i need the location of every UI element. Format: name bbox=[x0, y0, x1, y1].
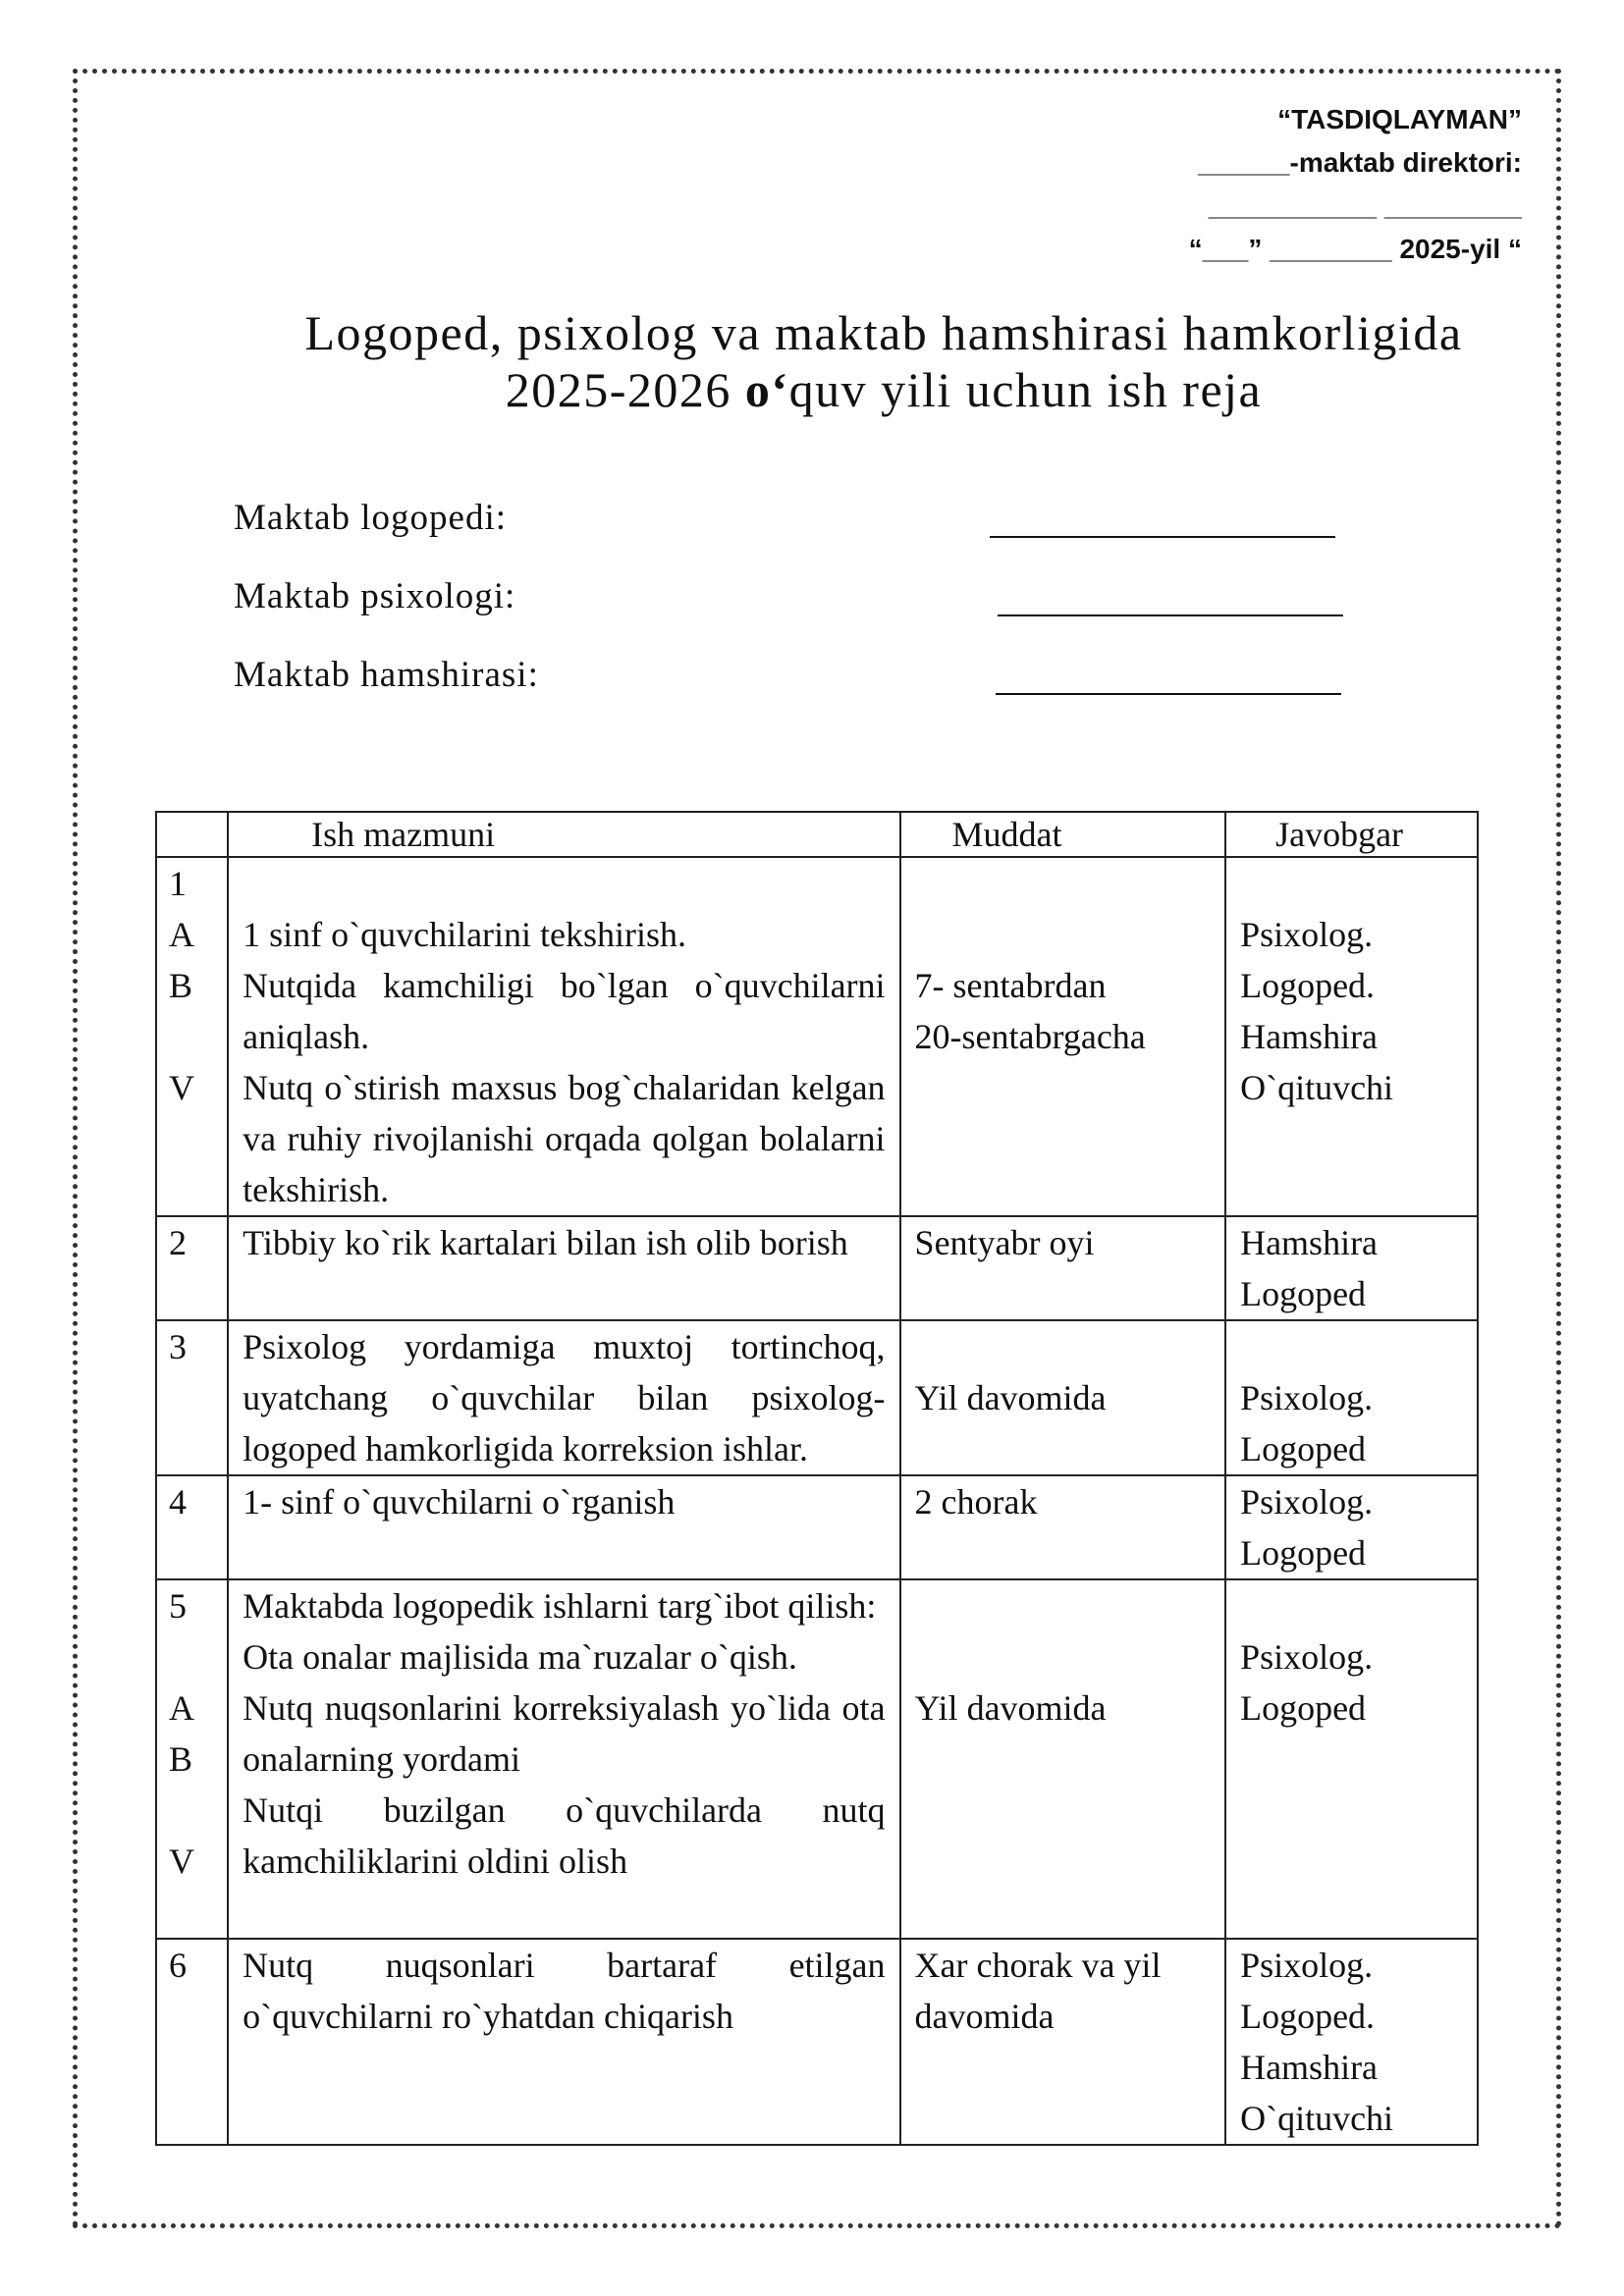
table-row bbox=[156, 1320, 1478, 1475]
row-content-line: Nutqida kamchiligi bo`lgan o`quvchilarni aniqlash. bbox=[243, 966, 886, 1056]
row-responsible-line: Psixolog. bbox=[1240, 1637, 1374, 1677]
row-content bbox=[228, 1320, 899, 1475]
row-number bbox=[156, 1939, 228, 2145]
row-term-line: Yil davomida bbox=[914, 1688, 1107, 1728]
signature-line bbox=[990, 497, 1335, 538]
row-responsible bbox=[1225, 857, 1478, 1216]
row-responsible-line: Hamshira bbox=[1240, 1017, 1379, 1056]
row-number-line: B bbox=[169, 966, 193, 1005]
staff-row-psixolog bbox=[234, 575, 1363, 654]
row-responsible-line: Hamshira bbox=[1240, 1223, 1379, 1262]
approval-date: “___” ________ 2025-yil “ bbox=[1188, 234, 1522, 264]
row-number-line: 3 bbox=[169, 1327, 187, 1366]
row-content-line bbox=[243, 858, 885, 909]
title-rest: quv yili uchun ish reja bbox=[788, 362, 1263, 417]
row-content-line: Nutq nuqsonlarini korreksiyalash yo`lida ota onalarning yordami bbox=[243, 1688, 886, 1779]
row-responsible-line bbox=[1240, 1321, 1463, 1372]
staff-label: Maktab logopedi: bbox=[234, 498, 508, 538]
row-term-line bbox=[915, 1631, 1212, 1682]
row-number bbox=[156, 1475, 228, 1579]
row-responsible-line: Logoped bbox=[1240, 1533, 1367, 1573]
row-term bbox=[900, 857, 1226, 1216]
document-title bbox=[147, 304, 1620, 418]
approval-director: ______-maktab direktori: bbox=[1198, 147, 1522, 178]
row-number bbox=[156, 1579, 228, 1939]
staff-row-hamshira bbox=[234, 654, 1363, 732]
row-number-line: A bbox=[169, 1688, 194, 1728]
row-term bbox=[900, 1939, 1226, 2145]
row-content-line: Ota onalar majlisida ma`ruzalar o`qish. bbox=[243, 1637, 797, 1677]
table-row bbox=[156, 1216, 1478, 1320]
row-term-line bbox=[915, 858, 1212, 909]
header-content bbox=[228, 812, 899, 857]
row-term bbox=[900, 1216, 1226, 1320]
approval-block bbox=[1110, 98, 1522, 271]
row-content bbox=[228, 857, 899, 1216]
signature-line bbox=[996, 654, 1341, 695]
row-responsible bbox=[1225, 1579, 1478, 1939]
row-term-line: 20-sentabrgacha bbox=[914, 1017, 1146, 1056]
row-term-line: Yil davomida bbox=[914, 1378, 1107, 1417]
table-row bbox=[156, 857, 1478, 1216]
header-number bbox=[156, 812, 228, 857]
row-number-line: 4 bbox=[169, 1482, 187, 1522]
row-term bbox=[900, 1579, 1226, 1939]
row-content bbox=[228, 1216, 899, 1320]
row-responsible-line: Logoped. bbox=[1240, 966, 1376, 1005]
row-number-line: 2 bbox=[169, 1223, 187, 1262]
row-number-line: A bbox=[169, 915, 194, 954]
row-term bbox=[900, 1320, 1226, 1475]
title-line-1: Logoped, psixolog va maktab hamshirasi hamkorligida bbox=[304, 305, 1463, 360]
row-responsible-line bbox=[1240, 858, 1463, 909]
header-term-label: Muddat bbox=[951, 815, 1062, 854]
row-term-line: 2 chorak bbox=[914, 1482, 1038, 1522]
row-responsible-line: Psixolog. bbox=[1240, 915, 1374, 954]
row-responsible-line: Logoped bbox=[1240, 1274, 1367, 1313]
row-responsible-line: Logoped. bbox=[1240, 1997, 1376, 2036]
header-responsible-label: Javobgar bbox=[1275, 815, 1404, 854]
row-content-line: Nutq nuqsonlari bartaraf etilgan o`quvchilarni ro`yhatdan chiqarish bbox=[243, 1946, 886, 2036]
title-line-2 bbox=[147, 361, 1620, 418]
row-term-line: Xar chorak va yil davomida bbox=[914, 1946, 1162, 2036]
table-row bbox=[156, 1579, 1478, 1939]
row-number-line bbox=[169, 1011, 215, 1062]
row-number-line: 1 bbox=[169, 864, 187, 903]
row-responsible-line: Psixolog. bbox=[1240, 1482, 1374, 1522]
row-number-line: V bbox=[169, 1068, 194, 1107]
row-number-line: 5 bbox=[169, 1586, 187, 1626]
row-content-line: Maktabda logopedik ishlarni targ`ibot qilish: bbox=[243, 1586, 877, 1626]
signature-line bbox=[998, 575, 1343, 616]
row-number-line bbox=[169, 1631, 215, 1682]
table-row bbox=[156, 1939, 1478, 2145]
row-number-line: 6 bbox=[169, 1946, 187, 1985]
row-content-line: 1 sinf o`quvchilarini tekshirish. bbox=[243, 915, 687, 954]
row-content-line: Nutq o`stirish maxsus bog`chalaridan kelgan va ruhiy rivojlanishi orqada qolgan bolalarni tekshirish. bbox=[243, 1068, 886, 1209]
row-number bbox=[156, 857, 228, 1216]
row-responsible-line: Hamshira bbox=[1240, 2048, 1379, 2087]
row-number-line: B bbox=[169, 1739, 193, 1779]
row-responsible-line: Psixolog. bbox=[1240, 1946, 1374, 1985]
row-term bbox=[900, 1475, 1226, 1579]
row-term-line bbox=[915, 1321, 1212, 1372]
row-content-line: Nutqi buzilgan o`quvchilarda nutq kamchiliklarini oldini olish bbox=[243, 1790, 886, 1881]
row-term-line: 7- sentabrdan bbox=[914, 966, 1107, 1005]
title-bold-letter: o‘ bbox=[744, 362, 789, 417]
row-number-line: V bbox=[169, 1842, 194, 1881]
table-header-row bbox=[156, 812, 1478, 857]
row-responsible bbox=[1225, 1320, 1478, 1475]
staff-list bbox=[234, 497, 1363, 732]
row-responsible-line: O`qituvchi bbox=[1240, 2099, 1394, 2138]
staff-row-logoped bbox=[234, 497, 1363, 575]
table-body bbox=[156, 857, 1478, 2145]
row-term-line bbox=[915, 909, 1212, 960]
row-number bbox=[156, 1320, 228, 1475]
row-term-line: Sentyabr oyi bbox=[914, 1223, 1095, 1262]
row-responsible-line bbox=[1240, 1580, 1463, 1631]
title-year: 2025-2026 bbox=[505, 362, 745, 417]
row-responsible-line: Psixolog. bbox=[1240, 1378, 1374, 1417]
row-content-line: Psixolog yordamiga muxtoj tortinchoq, uyatchang o`quvchilar bilan psixolog-logoped hamkorligida korreksion ishlar. bbox=[243, 1327, 886, 1468]
row-responsible bbox=[1225, 1939, 1478, 2145]
row-content bbox=[228, 1579, 899, 1939]
approval-signature-line: ___________ _________ bbox=[1208, 190, 1522, 221]
row-content-line: Tibbiy ko`rik kartalari bilan ish olib borish bbox=[243, 1223, 848, 1262]
work-plan-table bbox=[155, 811, 1479, 2146]
staff-label: Maktab psixologi: bbox=[234, 576, 516, 616]
row-number bbox=[156, 1216, 228, 1320]
header-responsible bbox=[1225, 812, 1478, 857]
header-content-label: Ish mazmuni bbox=[311, 815, 496, 854]
row-term-line bbox=[915, 1580, 1212, 1631]
row-responsible bbox=[1225, 1216, 1478, 1320]
header-term bbox=[900, 812, 1226, 857]
row-content bbox=[228, 1939, 899, 2145]
row-responsible bbox=[1225, 1475, 1478, 1579]
row-number-line bbox=[169, 1785, 215, 1836]
table-row bbox=[156, 1475, 1478, 1579]
row-responsible-line: O`qituvchi bbox=[1240, 1068, 1394, 1107]
staff-label: Maktab hamshirasi: bbox=[234, 655, 539, 695]
approval-heading: “TASDIQLAYMAN” bbox=[1277, 104, 1522, 134]
row-content bbox=[228, 1475, 899, 1579]
row-responsible-line: Logoped bbox=[1240, 1688, 1367, 1728]
row-content-line: 1- sinf o`quvchilarni o`rganish bbox=[243, 1482, 676, 1522]
row-responsible-line: Logoped bbox=[1240, 1429, 1367, 1468]
